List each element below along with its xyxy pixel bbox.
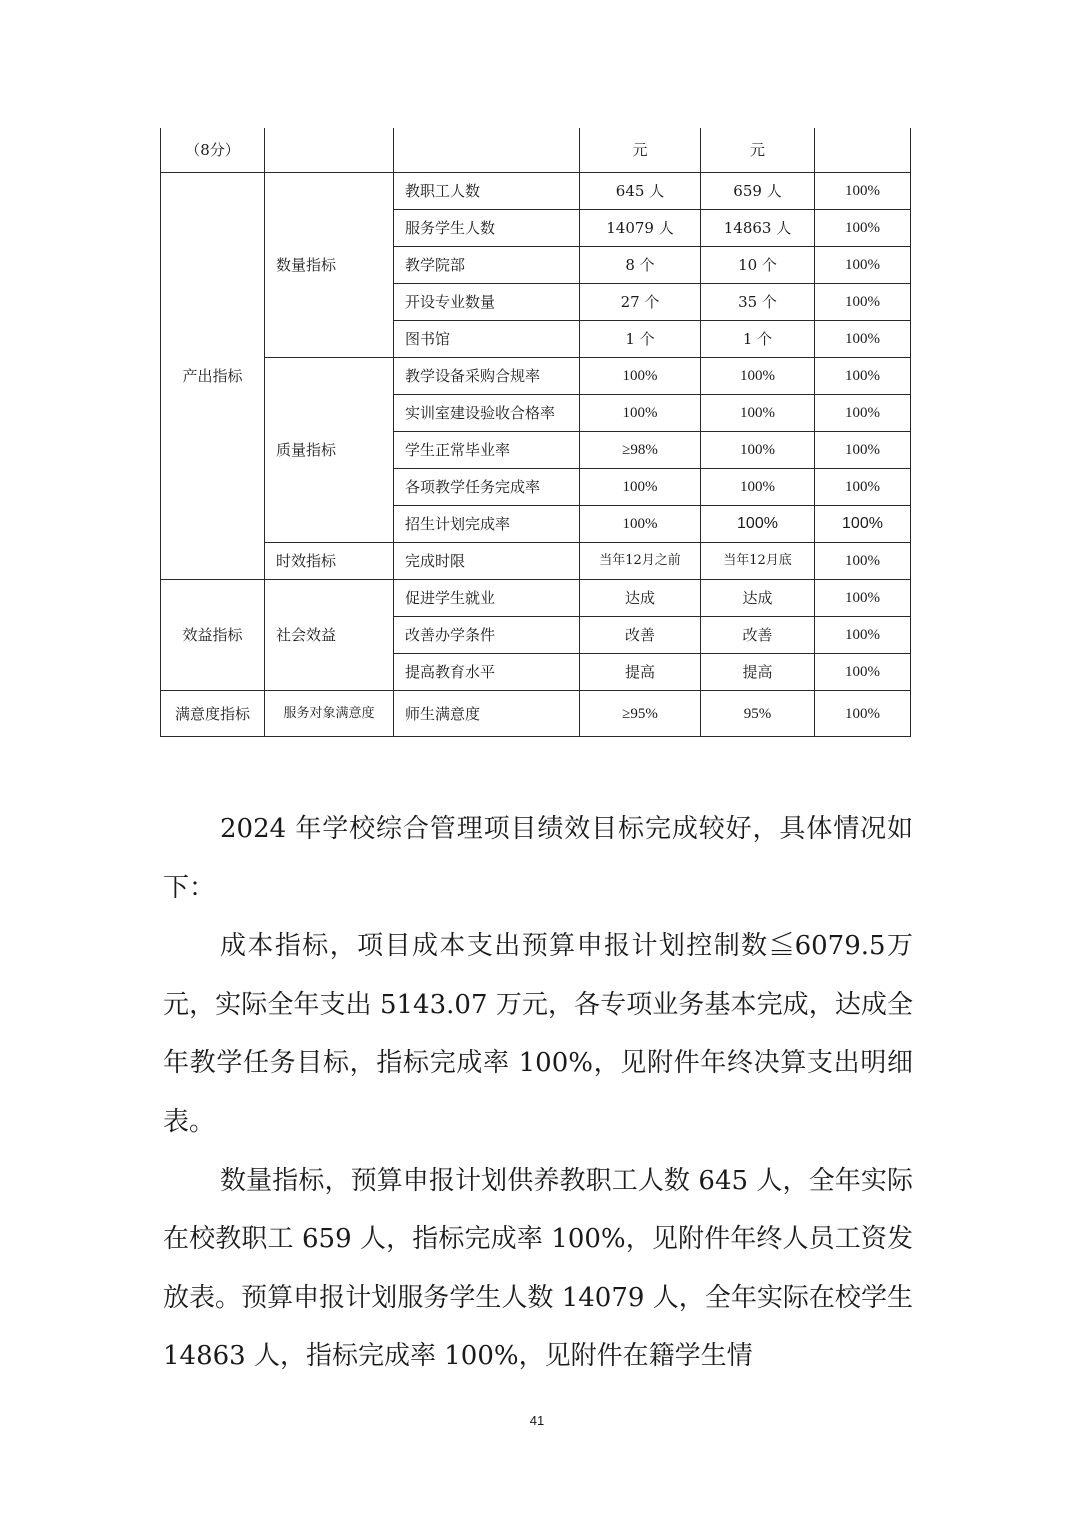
actual-value: 100%	[701, 358, 815, 395]
completion-rate: 100%	[815, 321, 911, 358]
indicator-name: 服务学生人数	[394, 210, 580, 247]
indicator-name: 开设专业数量	[394, 284, 580, 321]
indicator-name: 师生满意度	[394, 691, 580, 737]
indicator-name: 教学设备采购合规率	[394, 358, 580, 395]
actual-value: 35 个	[701, 284, 815, 321]
paragraph-quantity-indicator: 数量指标，预算申报计划供养教职工人数 645 人，全年实际在校教职工 659 人，指标完成率 100%，见附件年终人员工资发放表。预算申报计划服务学生人数 14079 人，全年实际在校学生 14863 人，指标完成率 100%，见附件在籍学生情	[163, 1165, 913, 1372]
plan-value: 645 人	[580, 173, 701, 210]
performance-indicator-table	[160, 128, 911, 737]
satisfaction-indicator-label: 满意度指标	[161, 691, 265, 737]
indicator-name: 促进学生就业	[394, 580, 580, 617]
plan-value: 当年12月之前	[580, 543, 701, 580]
completion-rate: 100%	[815, 395, 911, 432]
table-row	[161, 358, 911, 395]
plan-value: 100%	[580, 358, 701, 395]
page-number: 41	[529, 1413, 545, 1428]
indicator-name: 图书馆	[394, 321, 580, 358]
table-row	[161, 128, 911, 173]
actual-value: 100%	[701, 395, 815, 432]
quality-indicator-label: 质量指标	[265, 358, 394, 543]
completion-rate: 100%	[815, 173, 911, 210]
completion-rate: 100%	[815, 432, 911, 469]
paragraph-cost-indicator: 成本指标，项目成本支出预算申报计划控制数≦6079.5万元，实际全年支出 5143.07 万元，各专项业务基本完成，达成全年教学任务目标，指标完成率 100%，见附件年终决算支出明细表。	[163, 931, 913, 1137]
completion-rate: 100%	[815, 580, 911, 617]
plan-value: 8 个	[580, 247, 701, 284]
social-benefit-label: 社会效益	[265, 580, 394, 691]
completion-rate: 100%	[815, 358, 911, 395]
completion-rate: 100%	[815, 617, 911, 654]
plan-value: ≥98%	[580, 432, 701, 469]
completion-rate: 100%	[815, 543, 911, 580]
actual-value: 10 个	[701, 247, 815, 284]
actual-value: 提高	[701, 654, 815, 691]
indicator-name: 改善办学条件	[394, 617, 580, 654]
quantity-indicator-label: 数量指标	[265, 173, 394, 358]
actual-value: 100%	[701, 506, 815, 543]
plan-value: 元	[580, 128, 701, 173]
actual-value: 100%	[701, 469, 815, 506]
actual-value: 达成	[701, 580, 815, 617]
table-row	[161, 173, 911, 210]
indicator-name: 学生正常毕业率	[394, 432, 580, 469]
indicator-name: 招生计划完成率	[394, 506, 580, 543]
plan-value: 14079 人	[580, 210, 701, 247]
indicator-name: 教学院部	[394, 247, 580, 284]
completion-rate: 100%	[815, 469, 911, 506]
indicator-name: 实训室建设验收合格率	[394, 395, 580, 432]
table-row	[161, 580, 911, 617]
actual-value: 14863 人	[701, 210, 815, 247]
plan-value: ≥95%	[580, 691, 701, 737]
first-level-label: （8分）	[161, 128, 265, 173]
actual-value: 100%	[701, 432, 815, 469]
actual-value: 1 个	[701, 321, 815, 358]
service-satisfaction-label: 服务对象满意度	[265, 691, 394, 737]
plan-value: 100%	[580, 395, 701, 432]
paragraph-summary: 2024 年学校综合管理项目绩效目标完成较好，具体情况如下：	[163, 814, 913, 903]
table-row	[161, 543, 911, 580]
plan-value: 100%	[580, 506, 701, 543]
plan-value: 100%	[580, 469, 701, 506]
actual-value: 改善	[701, 617, 815, 654]
table-row	[161, 691, 911, 737]
completion-rate: 100%	[815, 691, 911, 737]
completion-rate: 100%	[815, 210, 911, 247]
plan-value: 27 个	[580, 284, 701, 321]
completion-rate: 100%	[815, 654, 911, 691]
indicator-name: 教职工人数	[394, 173, 580, 210]
actual-value: 元	[701, 128, 815, 173]
plan-value: 1 个	[580, 321, 701, 358]
benefit-indicator-label: 效益指标	[161, 580, 265, 691]
body-text	[163, 800, 913, 1386]
plan-value: 改善	[580, 617, 701, 654]
plan-value: 提高	[580, 654, 701, 691]
indicator-name: 各项教学任务完成率	[394, 469, 580, 506]
actual-value: 当年12月底	[701, 543, 815, 580]
indicator-name: 提高教育水平	[394, 654, 580, 691]
timeliness-indicator-label: 时效指标	[265, 543, 394, 580]
actual-value: 659 人	[701, 173, 815, 210]
completion-rate: 100%	[815, 506, 911, 543]
plan-value: 达成	[580, 580, 701, 617]
actual-value: 95%	[701, 691, 815, 737]
output-indicator-label: 产出指标	[161, 173, 265, 580]
indicator-name: 完成时限	[394, 543, 580, 580]
completion-rate: 100%	[815, 247, 911, 284]
completion-rate: 100%	[815, 284, 911, 321]
